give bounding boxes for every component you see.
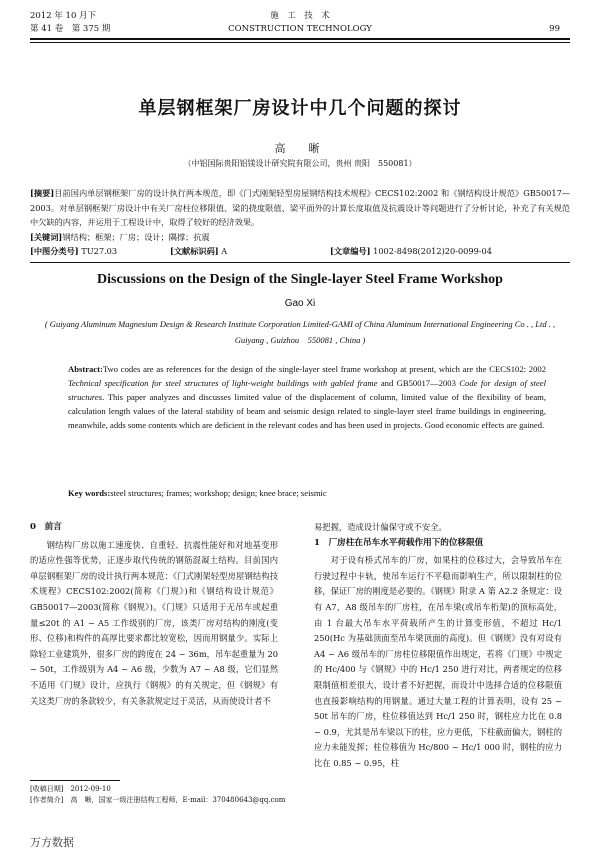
running-header-center <box>0 10 600 36</box>
footnote <box>30 784 290 806</box>
received-date: [收稿日期] 2012-09-10 <box>30 785 111 793</box>
section-heading-1: 1 厂房柱在吊车水平荷载作用下的位移限值 <box>314 537 484 548</box>
article-number: [文章编号] 1002-8498(2012)20-0099-04 <box>330 246 492 256</box>
header-rule-thick <box>30 38 570 40</box>
keywords-en <box>68 488 546 498</box>
keywords-cn-label: [关键词] <box>30 231 63 242</box>
journal-name-en: CONSTRUCTION TECHNOLOGY <box>228 24 372 34</box>
author-cn: 高 晰 <box>274 142 326 155</box>
abstract-cn-label: [摘要] <box>30 188 55 198</box>
body-column-right <box>314 520 562 772</box>
section-heading-intro: 0 前言 <box>30 522 62 532</box>
abstract-cn <box>30 186 570 244</box>
abstract-cn-text: 目前国内单层钢框架厂房的设计执行两本规范，即《门式刚架轻型房屋钢结构技术规程》CECS102:2002 和《钢结构设计规范》GB50017—2003。对单层钢框架厂房设计中有关厂房柱位移限值、梁的挠度限值、梁平面外的计算长度取值及抗震设计等问题进行了分析讨论，补充了有关规范中欠缺的内容，并运用于工程设计中，取得了较好的经济效果。 <box>30 188 570 228</box>
abstract-en-label: Abstract: <box>68 364 103 374</box>
volume-issue: 第 41 卷 第 375 期 <box>30 24 111 34</box>
author-bio: [作者简介] 高 晰，国家一级注册结构工程师，E-mail：370480643@qq.com <box>30 796 286 804</box>
author-en: Gao Xi <box>284 298 316 309</box>
watermark: 万方数据 <box>30 836 74 849</box>
keywords-en-label: Key words: <box>68 488 111 498</box>
body-paragraph: 对于设有桥式吊车的厂房，如果柱的位移过大，会导致吊车在行驶过程中卡轨，使吊车运行不平稳而影响生产，所以限制柱的位移，保证厂房的刚度是必要的。《钢规》附录 A 第 A2.2 条规定：设有 A7，A8 级吊车的厂房柱，在吊车梁(或吊车桁架)的顶标高处，由 1 台最大吊车水平荷载所产生的计算变形值，不超过 Hc/1 250(Hc 为基础顶面至吊车梁顶面的高度)。但《钢规》没有对设有 A4 ~ A6 级吊车的厂房柱位移限值作出规定，若将《门规》中规定的 Hc/400 与《钢规》中的 Hc/1 250 进行对比，两者规定的位移限制值相差很大，设计者不好把握，而设计中选择合适的位移限值也直接影响结构的用钢量。通过大量工程的计算表明，设有 25 ~ 50t 吊车的厂房，柱位移值达到 Hc/1 250 时，钢柱应力比在 0.8 ~ 0.9，尤其是吊车梁以下的柱，应力更低，下柱截面偏大，钢柱的应力未能发挥；柱位移值为 Hc/800 ~ Hc/1 000 时，钢柱的应力比在 0.85 ~ 0.95，柱 <box>314 555 562 768</box>
keywords-cn-text: 钢结构；框架；厂房；设计；隅撑；抗震 <box>62 231 210 242</box>
affiliation-cn: （中铝国际贵阳铝镁设计研究院有限公司，贵州 贵阳 550081） <box>183 159 417 168</box>
clc-number: [中图分类号] TU27.03 <box>30 246 118 256</box>
body-paragraph: 钢结构厂房以施工速度快、自重轻、抗震性能好和对地基变形的适应性强等优势，正逐步取代传统的钢筋混凝土结构。目前国内单层钢框架厂房的设计执行两本规范：《门式刚架轻型房屋钢结构技术规程》CECS102:2002(简称《门规》)和《钢结构设计规范》GB50017—2003(简称《钢规》)。《门规》只适用于无吊车或起重量≤20t 的 A1 ~ A5 工作级别的厂房，该类厂房对结构的刚度(变形、位移)和构件的高厚比要求都比较宽松，因而用钢量少。实际上除轻工业建筑外，很多厂房的跨度在 24 ~ 36m，吊车起重量为 20 ~ 50t，工作级别为 A4 ~ A6 级，少数为 A7 ~ A8 级，它们显然不适用《门规》设计，应执行《钢规》的有关规定，但《钢规》有关这类厂房的条款较少，有关条款规定过于灵活，从而使设计者不 <box>30 539 278 706</box>
affiliation-en: ( Guiyang Aluminum Magnesium Design & Research Institute Corporation Limited-GAMI of China Aluminum International Engineering Co . , Ltd . , Guiyang , Guizhou 550081 , China ) <box>44 319 556 345</box>
keywords-en-text: steel structures; frames; workshop; design; knee brace; seismic <box>110 488 327 498</box>
keywords-cn <box>30 230 570 245</box>
article-title-en: Discussions on the Design of the Single-layer Steel Frame Workshop <box>97 272 503 287</box>
page-number: 99 <box>549 24 560 34</box>
journal-name-cn: 施 工 技 术 <box>270 11 330 21</box>
header-rule-thin <box>30 42 570 43</box>
body-paragraph-continued: 易把握，造成设计偏保守或不安全。 <box>314 522 447 532</box>
document-code: [文献标识码] A <box>170 246 228 256</box>
issue-date: 2012 年 10 月下 <box>30 11 97 21</box>
abstract-en: Abstract:Two codes are as references for the design of the single-layer steel frame workshop at present, which are the CECS102: 2002 Technical specification for steel structures of light-weight buildings with gabled frame and GB50017—2003 Code for design of steel structures. This paper analyzes and discusses limited value of the displacement of column, limited value of the flexibility of beam, calculation length values of the lateral stability of beam and seismic design related to single-layer steel frame buildings in engineering, meanwhile, adds some contents which are deficient in the relevant codes and has been used in projects. Good economic effects are gained. <box>68 364 546 430</box>
article-title-cn: 单层钢框架厂房设计中几个问题的探讨 <box>138 98 462 119</box>
footnote-rule <box>30 780 120 781</box>
abstract-divider <box>30 262 570 263</box>
body-column-left <box>30 520 278 709</box>
